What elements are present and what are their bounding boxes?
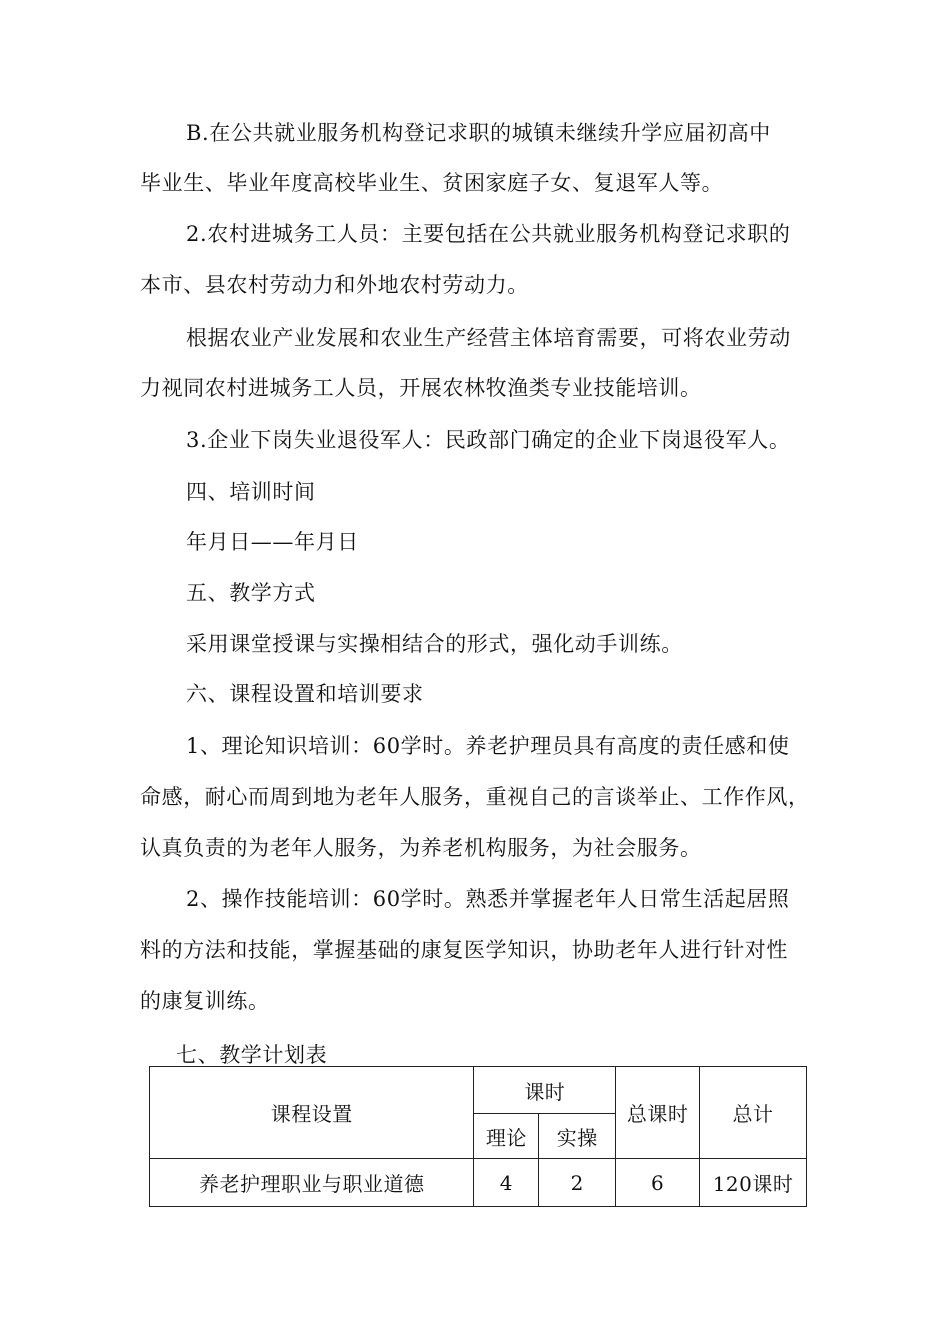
header-course: 课程设置 (150, 1067, 474, 1159)
paragraph-line: 根据农业产业发展和农业生产经营主体培育需要，可将农业劳动 (186, 326, 791, 350)
paragraph-line: 命感，耐心而周到地为老年人服务，重视自己的言谈举止、工作作风， (140, 785, 810, 809)
section-heading: 六、课程设置和培训要求 (186, 682, 424, 706)
header-practice: 实操 (539, 1114, 616, 1159)
teaching-plan-table (149, 1066, 807, 1207)
cell-practice: 2 (539, 1159, 616, 1207)
header-hours: 课时 (474, 1067, 616, 1114)
table-row (150, 1159, 807, 1207)
header-total-hours: 总课时 (616, 1067, 700, 1159)
paragraph-line: 毕业生、毕业年度高校毕业生、贫困家庭子女、复退军人等。 (140, 171, 724, 195)
header-grand-total: 总计 (700, 1067, 807, 1159)
paragraph-line: B.在公共就业服务机构登记求职的城镇未继续升学应届初高中 (186, 121, 771, 145)
paragraph-line: 认真负责的为老年人服务，为养老机构服务，为社会服务。 (140, 836, 702, 860)
paragraph-line: 采用课堂授课与实操相结合的形式，强化动手训练。 (186, 632, 683, 656)
header-theory: 理论 (474, 1114, 539, 1159)
section-heading: 五、教学方式 (186, 581, 316, 605)
cell-course: 养老护理职业与职业道德 (150, 1159, 474, 1207)
paragraph-line: 年月日——年月日 (186, 530, 359, 554)
paragraph-line: 2、操作技能培训：60学时。熟悉并掌握老年人日常生活起居照 (186, 887, 790, 911)
paragraph-line: 1、理论知识培训：60学时。养老护理员具有高度的责任感和使 (186, 734, 790, 758)
table-header-row (150, 1067, 807, 1114)
section-heading: 七、教学计划表 (176, 1043, 328, 1067)
section-heading: 四、培训时间 (186, 480, 316, 504)
paragraph-line: 料的方法和技能，掌握基础的康复医学知识，协助老年人进行针对性 (140, 938, 788, 962)
paragraph-line: 本市、县农村劳动力和外地农村劳动力。 (140, 273, 529, 297)
cell-theory: 4 (474, 1159, 539, 1207)
cell-total-hours: 6 (616, 1159, 700, 1207)
paragraph-line: 力视同农村进城务工人员，开展农林牧渔类专业技能培训。 (140, 376, 702, 400)
paragraph-line: 3.企业下岗失业退役军人：民政部门确定的企业下岗退役军人。 (186, 428, 791, 452)
paragraph-line: 的康复训练。 (140, 989, 270, 1013)
paragraph-line: 2.农村进城务工人员：主要包括在公共就业服务机构登记求职的 (186, 222, 791, 246)
cell-grand-total: 120课时 (700, 1159, 807, 1207)
